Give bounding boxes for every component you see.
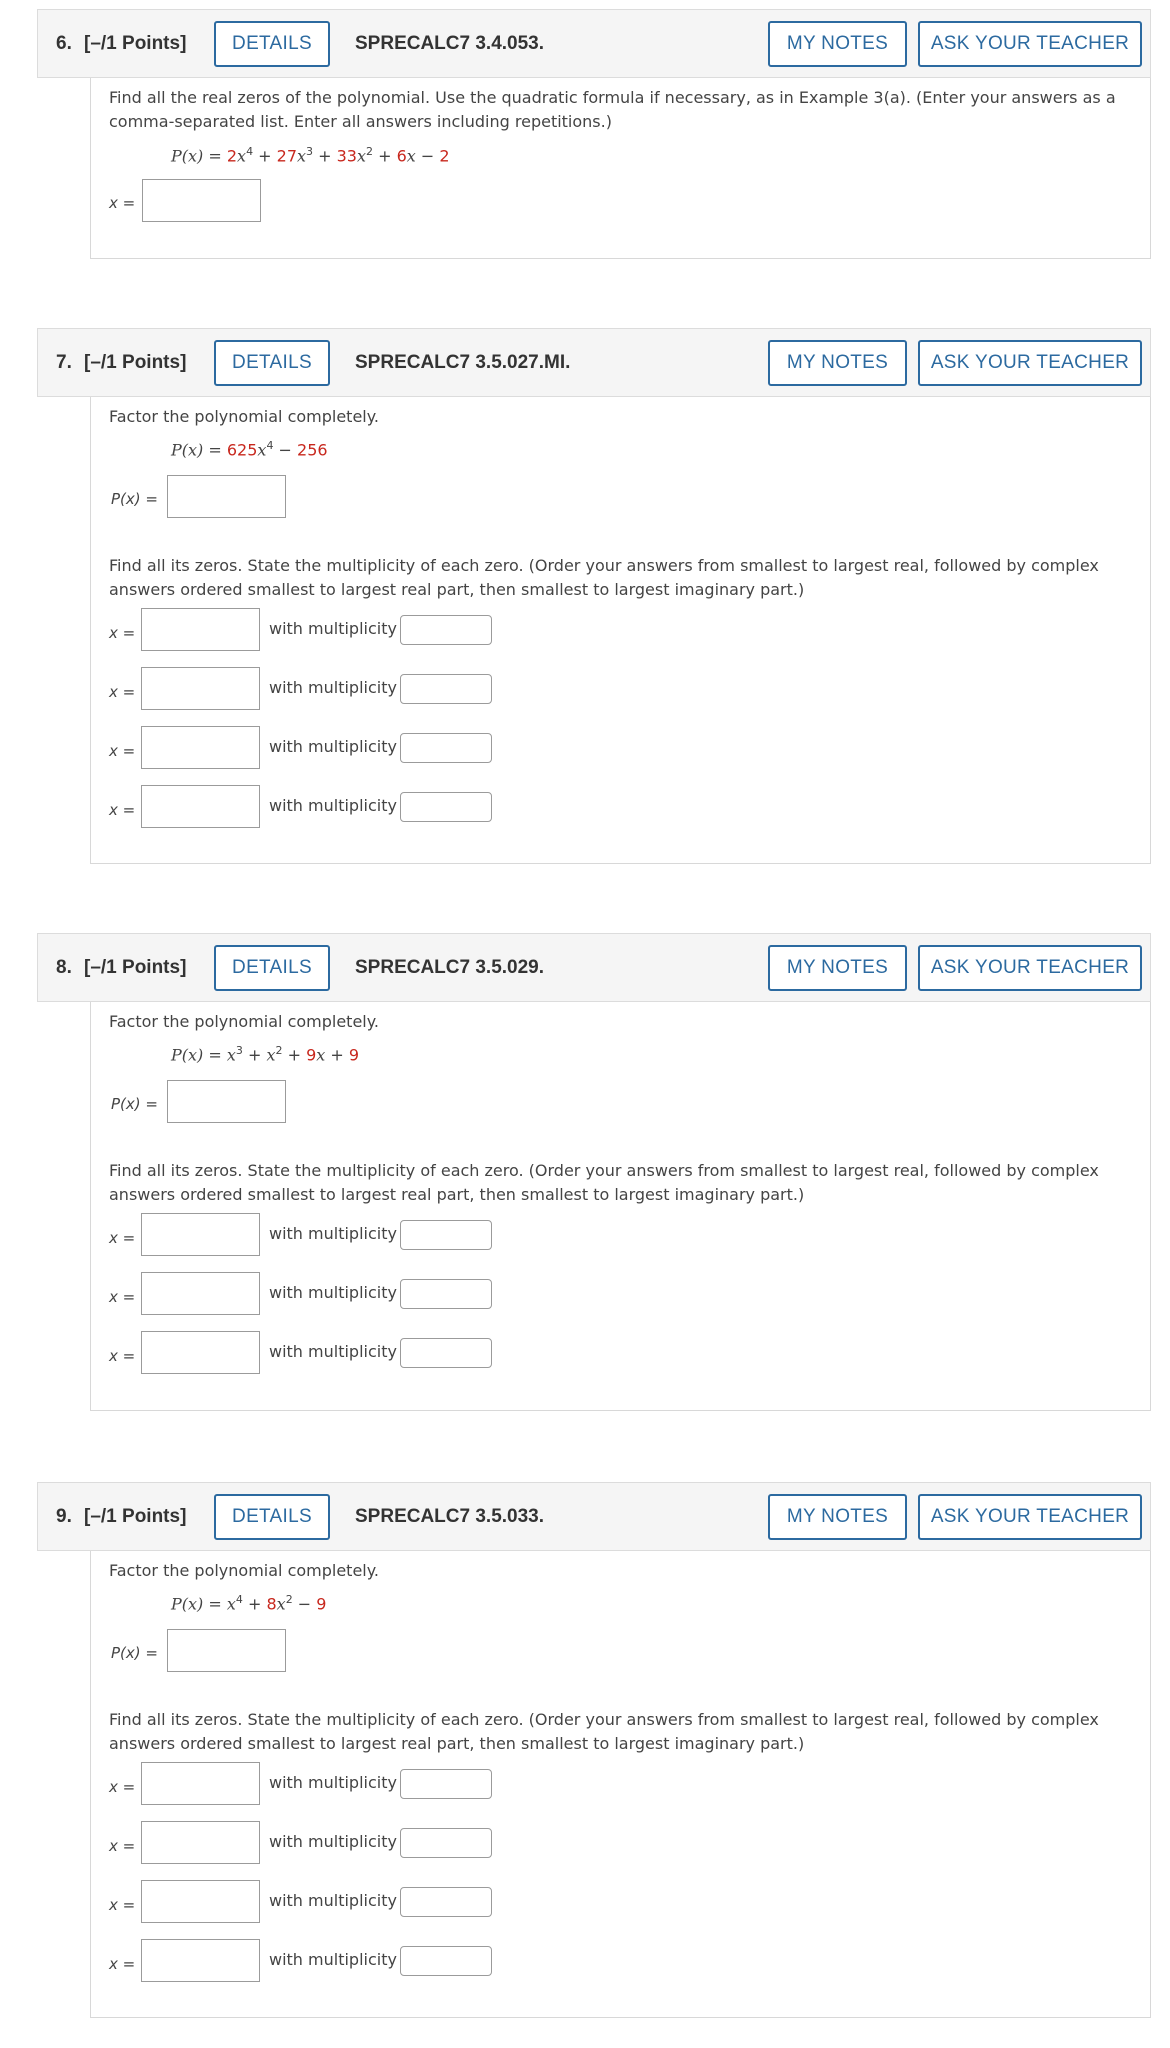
coefficient: 256 — [297, 440, 328, 460]
x-label: x = — [109, 1778, 136, 1796]
coefficient: 27 — [276, 146, 298, 166]
zeros-answer-input[interactable] — [142, 179, 261, 222]
multiplicity-label: with multiplicity — [269, 737, 397, 756]
multiplicity-label: with multiplicity — [269, 1773, 397, 1792]
coefficient: 33 — [336, 146, 357, 166]
zero-input[interactable] — [141, 1272, 260, 1315]
my-notes-button[interactable]: MY NOTES — [768, 340, 907, 386]
question-9-body — [90, 1551, 1151, 2018]
coefficient: 6 — [396, 146, 407, 166]
details-button[interactable]: DETAILS — [214, 1494, 330, 1540]
ask-your-teacher-button[interactable]: ASK YOUR TEACHER — [918, 1494, 1142, 1540]
polynomial-equation: $P(x) = x^4 + 8x^2 - 9$ — [171, 1593, 327, 1614]
question-9-header — [37, 1482, 1151, 1551]
zeros-prompt: Find all its zeros. State the multiplicity of each zero. (Order your answers from smallest to largest real, followed by complex answers ordered smallest to largest real part, then smallest to largest imaginary part.) — [109, 556, 1099, 599]
multiplicity-input[interactable] — [400, 733, 492, 763]
multiplicity-label: with multiplicity — [269, 796, 397, 815]
multiplicity-input[interactable] — [400, 1220, 492, 1250]
x-label: x = — [109, 683, 136, 701]
multiplicity-label: with multiplicity — [269, 619, 397, 638]
question-points: [–/1 Points] — [84, 352, 187, 373]
x-label: x = — [109, 1288, 136, 1306]
question-7-header — [37, 328, 1151, 397]
coefficient: 8 — [266, 1594, 277, 1614]
zero-input[interactable] — [141, 1880, 260, 1923]
question-instruction: Find all the real zeros of the polynomial. Use the quadratic formula if necessary, as in Example 3(a). (Enter your answers as a comma-separated list. Enter all answers including repetitions.) — [109, 88, 1116, 131]
px-label: P(x) = — [111, 490, 158, 508]
equation-lhs: P(x) = — [171, 146, 227, 166]
my-notes-button[interactable]: MY NOTES — [768, 1494, 907, 1540]
question-7-body — [90, 397, 1151, 864]
x-label: x = — [109, 624, 136, 642]
zero-input[interactable] — [141, 1939, 260, 1982]
zero-input[interactable] — [141, 726, 260, 769]
x-label: x = — [109, 742, 136, 760]
question-number: 8. — [56, 957, 72, 978]
zero-input[interactable] — [141, 785, 260, 828]
question-code: SPRECALC7 3.5.029. — [355, 957, 545, 978]
factored-answer-input[interactable] — [167, 1629, 286, 1672]
zero-input[interactable] — [141, 667, 260, 710]
question-6-body — [90, 78, 1151, 259]
x-label: x = — [109, 1837, 136, 1855]
multiplicity-label: with multiplicity — [269, 1342, 397, 1361]
zeros-prompt: Find all its zeros. State the multiplicity of each zero. (Order your answers from smallest to largest real, followed by complex answers ordered smallest to largest real part, then smallest to largest imaginary part.) — [109, 1161, 1099, 1204]
factor-prompt: Factor the polynomial completely. — [109, 1561, 380, 1580]
x-label: x = — [109, 1229, 136, 1247]
zero-input[interactable] — [141, 1331, 260, 1374]
question-code: SPRECALC7 3.4.053. — [355, 33, 545, 54]
factored-answer-input[interactable] — [167, 475, 286, 518]
multiplicity-input[interactable] — [400, 1279, 492, 1309]
factor-prompt: Factor the polynomial completely. — [109, 1012, 380, 1031]
x-label: x = — [109, 194, 136, 212]
my-notes-button[interactable]: MY NOTES — [768, 21, 907, 67]
ask-your-teacher-button[interactable]: ASK YOUR TEACHER — [918, 340, 1142, 386]
coefficient: 9 — [316, 1594, 327, 1614]
coefficient: 2 — [439, 146, 450, 166]
multiplicity-label: with multiplicity — [269, 1950, 397, 1969]
equation-lhs: P(x) = — [171, 1594, 227, 1614]
question-number: 6. — [56, 33, 72, 54]
multiplicity-input[interactable] — [400, 1338, 492, 1368]
multiplicity-input[interactable] — [400, 792, 492, 822]
multiplicity-label: with multiplicity — [269, 1832, 397, 1851]
multiplicity-input[interactable] — [400, 615, 492, 645]
x-label: x = — [109, 1896, 136, 1914]
px-label: P(x) = — [111, 1095, 158, 1113]
x-label: x = — [109, 1347, 136, 1365]
polynomial-equation: $P(x) = x^3 + x^2 + 9x + 9$ — [171, 1044, 360, 1065]
zero-input[interactable] — [141, 1213, 260, 1256]
details-button[interactable]: DETAILS — [214, 21, 330, 67]
details-button[interactable]: DETAILS — [214, 945, 330, 991]
question-6-header — [37, 9, 1151, 78]
multiplicity-input[interactable] — [400, 674, 492, 704]
question-code: SPRECALC7 3.5.033. — [355, 1506, 545, 1527]
polynomial-equation: $P(x) = 625x^4 - 256$ — [171, 439, 328, 460]
coefficient: 2 — [226, 146, 238, 166]
x-label: x = — [109, 1955, 136, 1973]
multiplicity-input[interactable] — [400, 1887, 492, 1917]
coefficient: 9 — [348, 1045, 360, 1065]
multiplicity-label: with multiplicity — [269, 1283, 397, 1302]
question-points: [–/1 Points] — [84, 1506, 187, 1527]
details-button[interactable]: DETAILS — [214, 340, 330, 386]
question-points: [–/1 Points] — [84, 957, 187, 978]
polynomial-equation: $P(x) = 2x^4 + 27x^3 + 33x^2 + 6x - 2$ — [171, 145, 450, 166]
my-notes-button[interactable]: MY NOTES — [768, 945, 907, 991]
multiplicity-input[interactable] — [400, 1828, 492, 1858]
multiplicity-label: with multiplicity — [269, 678, 397, 697]
x-label: x = — [109, 801, 136, 819]
px-label: P(x) = — [111, 1644, 158, 1662]
equation-lhs: P(x) = — [171, 1045, 227, 1065]
multiplicity-label: with multiplicity — [269, 1891, 397, 1910]
multiplicity-label: with multiplicity — [269, 1224, 397, 1243]
question-code: SPRECALC7 3.5.027.MI. — [355, 352, 571, 373]
equation-lhs: P(x) = — [171, 440, 227, 460]
factor-prompt: Factor the polynomial completely. — [109, 407, 380, 426]
factored-answer-input[interactable] — [167, 1080, 286, 1123]
zero-input[interactable] — [141, 1821, 260, 1864]
ask-your-teacher-button[interactable]: ASK YOUR TEACHER — [918, 945, 1142, 991]
zero-input[interactable] — [141, 608, 260, 651]
question-8-header — [37, 933, 1151, 1002]
coefficient: 9 — [306, 1045, 317, 1065]
multiplicity-input[interactable] — [400, 1946, 492, 1976]
zeros-prompt: Find all its zeros. State the multiplicity of each zero. (Order your answers from smallest to largest real, followed by complex answers ordered smallest to largest real part, then smallest to largest imaginary part.) — [109, 1710, 1099, 1753]
zero-input[interactable] — [141, 1762, 260, 1805]
multiplicity-input[interactable] — [400, 1769, 492, 1799]
ask-your-teacher-button[interactable]: ASK YOUR TEACHER — [918, 21, 1142, 67]
question-number: 9. — [56, 1506, 72, 1527]
question-number: 7. — [56, 352, 72, 373]
question-points: [–/1 Points] — [84, 33, 187, 54]
question-8-body — [90, 1002, 1151, 1411]
coefficient: 625 — [226, 440, 258, 460]
